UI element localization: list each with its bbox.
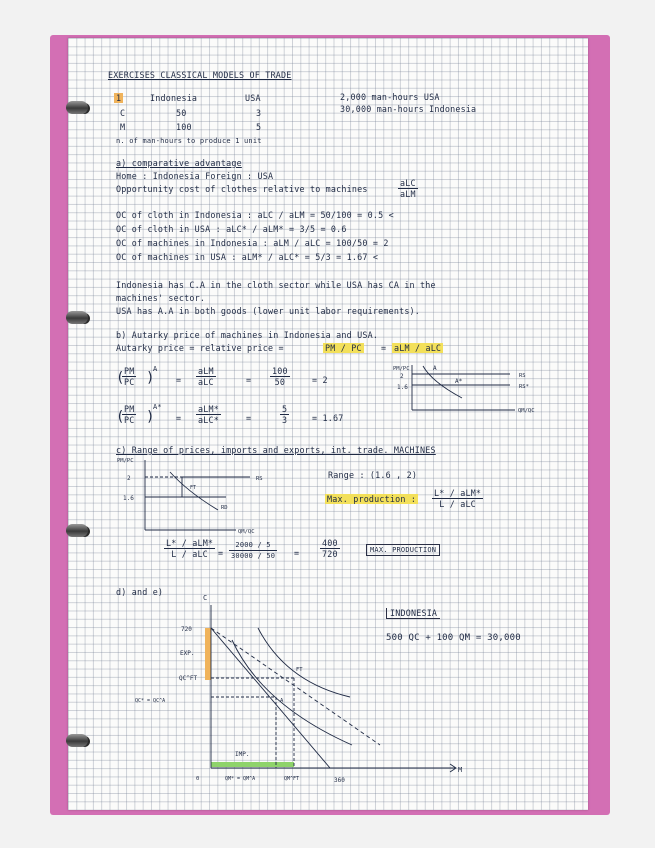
eq2-lhs: $\frac{PM}{PC}$ [124,404,135,425]
pm-pc-highlight: PM / PC [325,343,362,353]
equals: = [218,548,224,558]
conclusion: Indonesia has C.A in the cloth sector while USA has CA in the [116,280,436,290]
point-label: A [280,698,284,704]
alm-alc-highlight: aLM / aLC [394,343,442,353]
export-highlight [205,628,211,680]
price-range: Range : (1.6 , 2) [328,470,418,480]
max-production-label: Max. production : [327,494,417,504]
axis-label: M [458,766,463,774]
tick-label: 2 [400,373,404,380]
eq1-mid: aLM aLC [198,366,214,387]
col-indonesia: Indonesia [150,93,198,103]
line-label: RS [256,476,263,482]
eq1-val: $\frac{100}{50}$ [272,366,288,387]
calc-fraction-3: $\frac{400}{720}$ [322,538,338,559]
line-label: RD [221,505,228,511]
cell: 3 [256,108,262,118]
paren-open: ( [116,370,125,386]
autarky-label: Autarky price = relative price = [116,343,284,353]
cell: 100 [176,122,192,132]
equals: = [176,375,182,385]
oc-line: OC of machines in Indonesia : aLM / aLC = 100/50 = 2 [116,238,389,248]
axis-label: PM/PC [117,458,134,464]
paren-close: ) [146,370,155,386]
calc-fraction-2: $\frac{2000 / 5}{30000 / 50}$ [231,541,276,560]
eq2-mid: aLM* aLC* [198,404,219,425]
col-usa: USA [245,93,261,103]
oc-line: OC of machines in USA : aLM* / aLC* = 5/3 = 1.67 < [116,252,379,262]
row-label: M [120,122,126,132]
home-foreign: Home : Indonesia Foreign : USA [116,171,274,181]
max-production-box: MAX. PRODUCTION [366,544,440,556]
import-highlight [211,762,294,767]
eq1-sup: A [153,365,158,373]
cell: 5 [256,122,262,132]
equals: = [176,413,182,423]
page-title: EXERCISES CLASSICAL MODELS OF TRADE [108,70,292,80]
eq2-result: = 1.67 [312,413,344,423]
imports-label: IMP. [235,751,250,758]
line-label: RS [519,373,526,379]
tick-label: 2 [127,475,131,482]
exercise-number: 1 [116,93,122,103]
paren-close: ) [146,409,155,425]
equals: = [294,548,300,558]
labor-indonesia: 30,000 man-hours Indonesia [340,104,477,114]
exports-label: EXP. [180,650,195,657]
point-label: FT [296,667,303,673]
opp-cost-fraction: aLC aLM [400,178,416,199]
tick-label: QM* = QM^A [225,776,256,782]
equals: = [246,375,252,385]
tick-label: 720 [181,626,192,633]
oc-line: OC of cloth in Indonesia : aLC / aLM = 50/100 = 0.5 < [116,210,394,220]
conclusion: machines' sector. [116,293,206,303]
tick-label: 0 [196,776,200,782]
part-a-heading: a) comparative advantage [116,158,242,168]
tick-label: QM^FT [284,776,300,782]
eq2-val: $\frac{5}{3}$ [282,404,288,425]
paren-open: ( [116,409,125,425]
table-note: n. of man-hours to produce 1 unit [116,137,262,145]
cell: 50 [176,108,187,118]
part-c-heading: c) Range of prices, imports and exports, int. trade. MACHINES [116,445,436,455]
axis-label: QM/QC [238,529,255,535]
axis-label: C [203,594,208,602]
eq1-lhs: $\frac{PM}{PC}$ [124,366,135,387]
line-label: RS* [519,384,529,390]
tick-label: QC* = QC^A [135,698,166,704]
tick-label: QC^FT [179,675,198,682]
line-label: FT [190,485,197,491]
row-label: C [120,108,126,118]
indonesia-label: INDONESIA [386,608,440,619]
opp-cost-text: Opportunity cost of clothes relative to machines [116,184,368,194]
eq2-sup: A* [153,403,162,411]
tick-label: 360 [334,777,345,784]
axis-label: PM/PC [393,366,410,372]
point-label: A* [455,378,463,385]
tick-label: 1.6 [397,384,408,391]
budget-equation: 500 QC + 100 QM = 30,000 [386,633,521,643]
max-production-fraction: L* / aLM* L / aLC [434,488,482,509]
tick-label: 1.6 [123,495,134,502]
eq1-result: = 2 [312,375,328,385]
part-d-heading: d) and e) [116,587,164,597]
axis-label: QM/QC [518,408,535,414]
point-label: A [433,365,437,372]
labor-usa: 2,000 man-hours USA [340,92,440,102]
equals: = [246,413,252,423]
calc-fraction-1: L* / aLM* L / aLC [166,538,214,559]
conclusion: USA has A.A in both goods (lower unit labor requirements). [116,306,421,316]
equals: = [381,343,387,353]
oc-line: OC of cloth in USA : aLC* / aLM* = 3/5 = 0.6 [116,224,347,234]
part-b-heading: b) Autarky price of machines in Indonesia and USA. [116,330,379,340]
